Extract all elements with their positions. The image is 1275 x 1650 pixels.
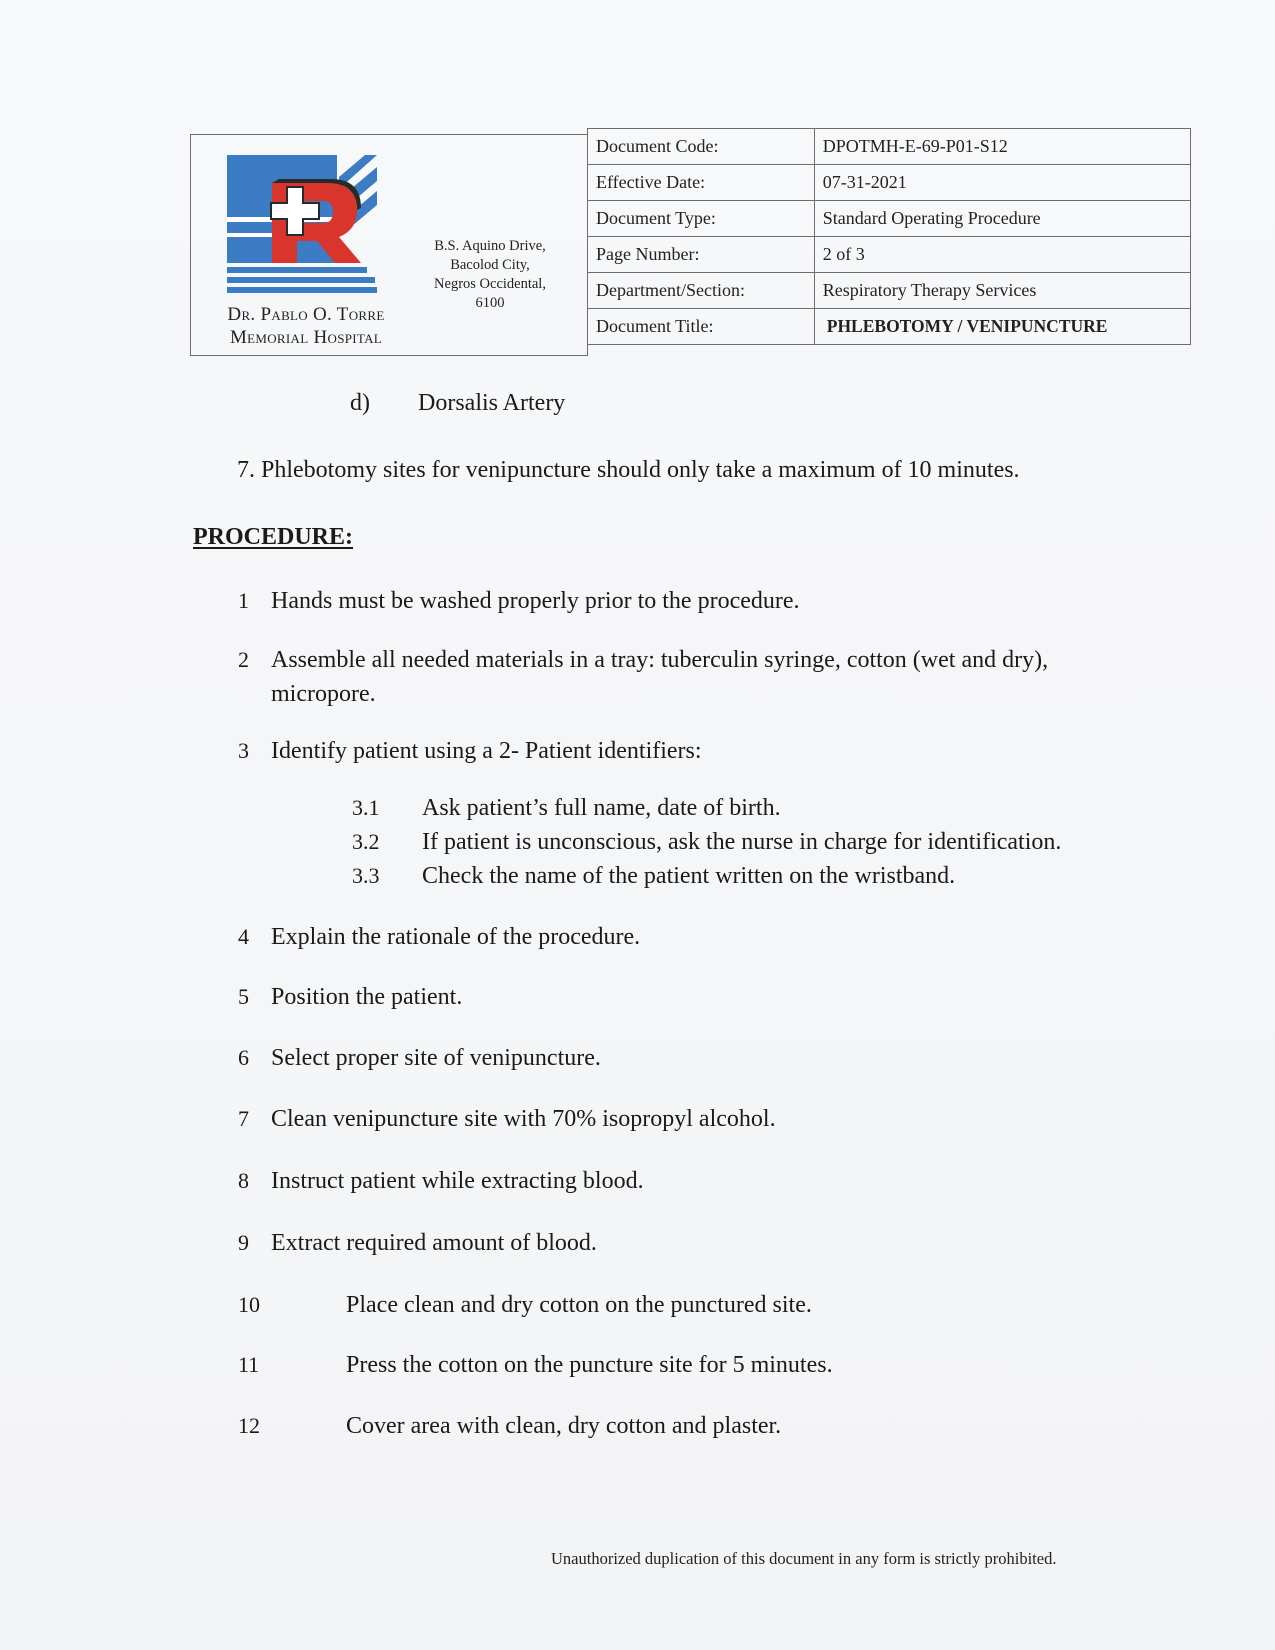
step-text: Assemble all needed materials in a tray: tuberculin syringe, cotton (wet and dry),: [271, 647, 1049, 673]
step-number: 12: [238, 1413, 260, 1438]
step-text: Cover area with clean, dry cotton and plaster.: [346, 1413, 782, 1439]
step-text: Select proper site of venipuncture.: [271, 1045, 601, 1071]
hospital-cross-r-logo-icon: [227, 155, 383, 300]
procedure-heading: PROCEDURE:: [193, 524, 353, 550]
address-line: Bacolod City,: [450, 257, 530, 273]
meta-key: Effective Date:: [588, 165, 815, 201]
step-number: 11: [238, 1352, 260, 1377]
meta-row: [588, 201, 1191, 237]
step-number: 9: [238, 1230, 249, 1255]
step-text: Extract required amount of blood.: [271, 1230, 597, 1256]
hospital-identity-box: [190, 134, 588, 356]
document-title-value: PHLEBOTOMY / VENIPUNCTURE: [814, 309, 1190, 345]
substep-text: Check the name of the patient written on the wristband.: [422, 863, 956, 889]
hospital-address: [419, 237, 561, 313]
step-text: Clean venipuncture site with 70% isopropyl alcohol.: [271, 1106, 776, 1132]
step-number: 10: [238, 1292, 260, 1317]
meta-value: 07-31-2021: [814, 165, 1190, 201]
meta-key: Page Number:: [588, 237, 815, 273]
meta-row: [588, 129, 1191, 165]
substep-number: 3.3: [352, 863, 380, 888]
meta-row: [588, 309, 1191, 345]
step-text: Place clean and dry cotton on the punctured site.: [346, 1292, 812, 1318]
meta-value: Respiratory Therapy Services: [814, 273, 1190, 309]
meta-row: [588, 165, 1191, 201]
footer-notice: Unauthorized duplication of this document in any form is strictly prohibited.: [551, 1549, 1057, 1568]
meta-row: [588, 237, 1191, 273]
meta-key: Document Code:: [588, 129, 815, 165]
list-item-7: 7. Phlebotomy sites for venipuncture should only take a maximum of 10 minutes.: [237, 457, 1020, 483]
hospital-name: [191, 303, 421, 349]
step-number: 7: [238, 1106, 249, 1131]
hospital-name-line-2: Memorial Hospital: [229, 327, 383, 348]
meta-value: 2 of 3: [814, 237, 1190, 273]
step-text: Identify patient using a 2- Patient identifiers:: [271, 738, 702, 764]
step-text: Position the patient.: [271, 984, 463, 1010]
meta-row: [588, 273, 1191, 309]
meta-key: Document Title:: [588, 309, 815, 345]
step-number: 5: [238, 984, 249, 1009]
meta-value: DPOTMH-E-69-P01-S12: [814, 129, 1190, 165]
document-meta-table: [587, 128, 1191, 345]
step-number: 8: [238, 1168, 249, 1193]
list-marker-d: d): [350, 390, 370, 416]
step-number: 2: [238, 647, 249, 672]
substep-number: 3.2: [352, 829, 380, 854]
step-number: 1: [238, 588, 249, 613]
meta-key: Department/Section:: [588, 273, 815, 309]
step-text-continued: micropore.: [271, 681, 376, 707]
step-text: Press the cotton on the puncture site for 5 minutes.: [346, 1352, 833, 1378]
list-item-d-text: Dorsalis Artery: [418, 390, 566, 416]
address-line: 6100: [475, 295, 505, 311]
step-number: 6: [238, 1045, 249, 1070]
address-line: B.S. Aquino Drive,: [434, 238, 546, 254]
step-text: Explain the rationale of the procedure.: [271, 924, 641, 950]
step-number: 3: [238, 738, 249, 763]
meta-value: Standard Operating Procedure: [814, 201, 1190, 237]
document-header: [190, 128, 1191, 354]
substep-number: 3.1: [352, 795, 380, 820]
step-number: 4: [238, 924, 249, 949]
hospital-name-line-1: Dr. Pablo O. Torre: [227, 304, 385, 325]
address-line: Negros Occidental,: [434, 276, 546, 292]
substep-text: If patient is unconscious, ask the nurse in charge for identification.: [422, 829, 1062, 855]
substep-text: Ask patient’s full name, date of birth.: [422, 795, 781, 821]
step-text: Instruct patient while extracting blood.: [271, 1168, 644, 1194]
step-text: Hands must be washed properly prior to the procedure.: [271, 588, 800, 614]
meta-key: Document Type:: [588, 201, 815, 237]
